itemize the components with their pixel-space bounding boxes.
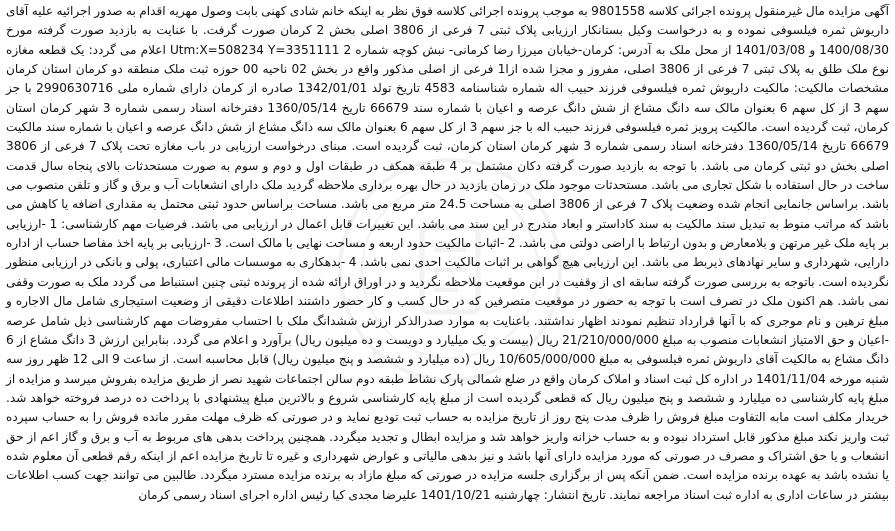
auction-notice-text: آگهی مزایده مال غیرمنقول پرونده اجرائی کلاسه 9801558 به موجب پرونده اجرائی کلاسه فوق نظر به اینکه خانم شادی کهنی بابت وصول مهریه اقدام به صدور اجرائیه علیه آقای داریوش ثمره فیلسوفی نموده و به درخواست وکیل بستانکار ارزیابی پلاک ثبتی 7 فرعی از 3806 اصلی بخش 2 کرمان صورت گرفت. با عنایت به بازدید صورت گرفته مورخ 1400/08/30 و 1401/03/08 از محل ملک به آدرس: کرمان-خیابان میرزا رضا کرمانی- نبش کوچه شماره 2 Utm:X=508234 Y=3351111 اعلام می گردد: یک قطعه مغازه نوع ملک طلق به پلاک ثبتی 7 فرعی از 3806 اصلی، مفروز و مجزا شده ازا1 فرعی از اصلی مذکور واقع در بخش 02 ناحیه 00 حوزه ثبت ملک منطقه دو کرمان استان کرمان مشخصات مالکیت: مالکیت داریوش ثمره فیلسوفی فرزند حبیب اله شماره شناسنامه 4583 تاریخ تولد 1342/01/01 صادره از کرمان دارای شماره ملی 2990630716 با جز سهم 3 از کل سهم 6 بعنوان مالک سه دانگ مشاع از شش دانگ عرصه و اعیان با شماره سند 66679 تاریخ 1360/05/14 دفترخانه اسناد رسمی شماره 3 شهر کرمان استان کرمان، ثبت گردیده است. مالکیت پرویز ثمره فیلسوفی فرزند حبیب اله با جز سهم 3 از کل سهم 6 بعنوان مالک سه دانگ مشاع از شش دانگ عرصه و اعیان با شماره سند مالکیت 66679 تاریخ 1360/05/14 دفترخانه اسناد رسمی شماره 3 شهر کرمان استان کرمان، ثبت گردیده است. مبنای درخواست ارزیابی در باب مغازه تحت پلاک 7 فرعی از 3806 اصلی بخش دو ثبتی کرمان می باشد. با توجه به بازدید صورت گرفته دکان مشتمل بر 4 طبقه همکف در طبقات اول و دوم و سوم به صورت مستحدثات بالای پنجاه سال قدمت ساخت در حال استفاده با شکل تجاری می باشد. مستحدثات موجود ملک در زمان بازدید در حال بهره برداری ملاحظه گردید ملک دارای انشعابات آب و برق و گاز و تلفن منصوب می باشد. براساس جانمایی انجام شده وضعیت پلاک 7 فرعی از 3806 اصلی به مساحت 24.5 متر مربع می باشد. مساحت براساس حدود ثبتی محتمل به مقداری اضافه یا کاهش می باشد که مراتب منوط به تبدیل سند مالکیت به سند کاداستر و ابعاد مندرج در این سند می باشد. این تغییرات قابل اعمال در ارزیابی می باشد. فرضیات مهم کارشناسی: 1 -ارزیابی بر پایه ملک غیر مرتهن و بلامعارض و بدون ارتباط با اراضی دولتی می باشد. 2 -اثبات مالکیت حدود اربعه و مساحت نهایی با مالک است. 3 -ارزیابی بر پایه اخذ مفاصا حساب از اداره دارایی، شهرداری و سایر نهادهای ذیربط می باشد. این ارزیابی هیچ گواهی بر اثبات مالکیت احدی نمی باشد. 4 -بدهکاری به موسسات مالی اعتباری، پولی و بانکی در ارزیابی منظور نگردیده است. باتوجه به بررسی صورت گرفته سابقه ای از وقفیت در این موقعیت ملاحظه نگردید و در اوراق ارائه شده از پرونده ثبتی چنین استنباط می گردد ملک به صورت وقفی نمی باشد. هم اکنون ملک در تصرف است با توجه به حضور در موقعیت متصرفین که در حال کسب و کار حضور داشتند اطلاعات دقیقی از وضعیت استیجاری شامل مال الاجاره و مبلغ ترهین و نام موجری که با آنها قرارداد تنظیم نمودند اظهار نداشتند. باعنایت به موارد صدرالذکر ارزش ششدانگ ملک با احتساب مفروضات مهم کارشناسی ذیل شامل عرصه -اعیان و حق الامتیاز انشعابات منصوب به مبلغ 21/210/000/000 ریال (بیست و یک میلیارد و دویست و ده میلیون ریال) برآورد و اعلام می گردد. بنابراین ارزش 3 دانگ مشاع از 6 دانگ مشاع به مالکیت آقای داریوش ثمره فیلسوفی به مبلغ 10/605/000/000 ریال (ده میلیارد و ششصد و پنج میلیون ریال) قابل محاسبه است. از ساعت 9 الی 12 ظهر روز سه شنبه مورخه 1401/11/04 در اداره کل ثبت اسناد و املاک کرمان واقع در ضلع شمالی پارک نشاط طبقه دوم سالن اجتماعات شهید نصر از طریق مزایده بفروش میرسد و مزایده از مبلغ پایه کارشناسی ده میلیارد و ششصد و پنج میلیون ریال که قطعی گردیده است از مبلغ پایه کارشناسی شروع و بالاترین مبلغ پیشنهادی با پرداخت ده درصد فروخته خواهد شد. خریدار مکلف است مابه التفاوت مبلغ فروش را ظرف مدت پنج روز از تاریخ مزایده به حساب ثبت تودیع نماید و در صورتی که ظرف مهلت مقرر مانده فروش را به حساب سپرده ثبت واریز نکند مبلغ مذکور قابل استرداد نبوده و به حساب خزانه واریز خواهد شد و مزایده ابطال و تجدید میگردد. همچنین پرداخت بدهی های مربوط به آب و برق و گاز اعم از حق انشعاب و یا حق اشتراک و مصرف در صورتی که مورد مزایده دارای آنها باشد و نیز بدهی مالیاتی و عوارض شهرداری و غیره تا تاریخ مزایده اعم از اینکه رقم قطعی آن معلوم شده یا نشده باشد به عهده برنده مزایده است. ضمن آنکه پس از برگزاری جلسه مزایده در صورتی که مبلغ مازاد به برنده مزایده مسترد میگردد. طالبین می توانند جهت کسب اطلاعات بیشتر در ساعات اداری به اداره ثبت اسناد مراجعه نمایند. تاریخ انتشار: چهارشنبه 1401/10/21 علیرضا مجدی کیا رئیس اداره اجرای اسناد رسمی کرمان: [6, 4, 890, 502]
